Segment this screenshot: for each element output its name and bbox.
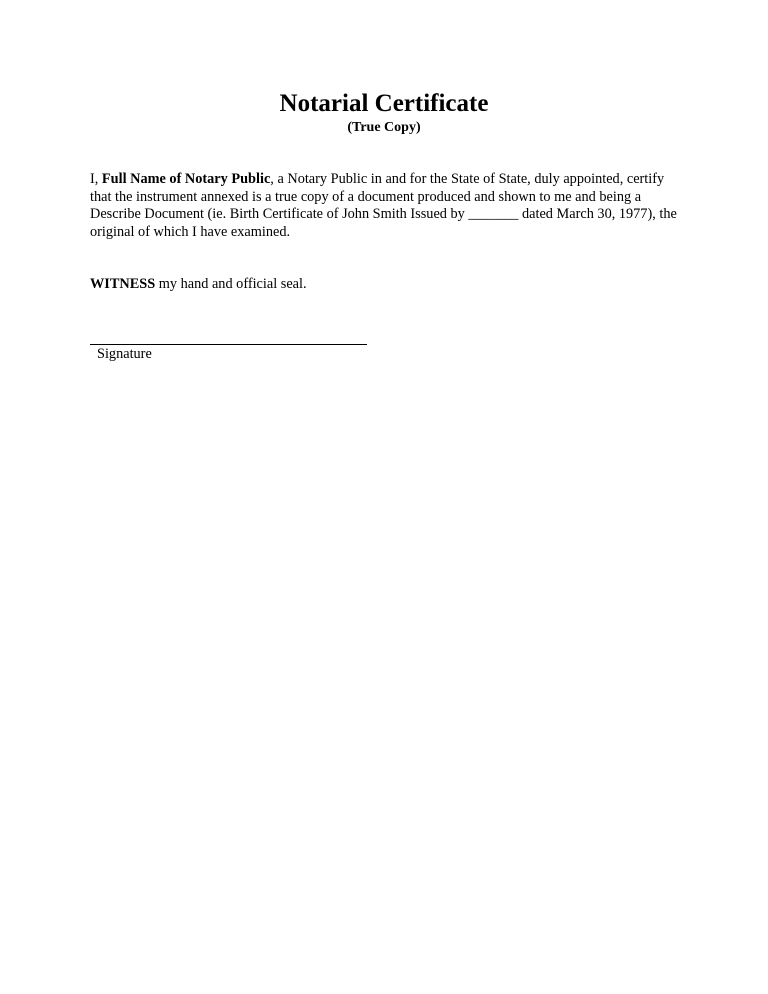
document-title: Notarial Certificate [279, 90, 489, 117]
paragraph-prefix: I, [90, 171, 102, 187]
witness-label: WITNESS [90, 276, 156, 292]
paragraph-body: , a Notary Public in and for the State of State, duly appointed, certify that the instrument annexed is a true copy of a document produced and shown to me and being a Describe Document (ie. Birth Certificate of John Smith Issued by _______ dated March 30, 1977), the original of which I have examined. [90, 171, 677, 241]
witness-statement [90, 275, 307, 293]
document-subtitle: (True Copy) [347, 120, 421, 135]
certification-paragraph [90, 171, 680, 242]
notary-name: Full Name of Notary Public [101, 171, 271, 187]
witness-text: my hand and official seal. [155, 276, 307, 292]
signature-label: Signature [97, 346, 152, 362]
